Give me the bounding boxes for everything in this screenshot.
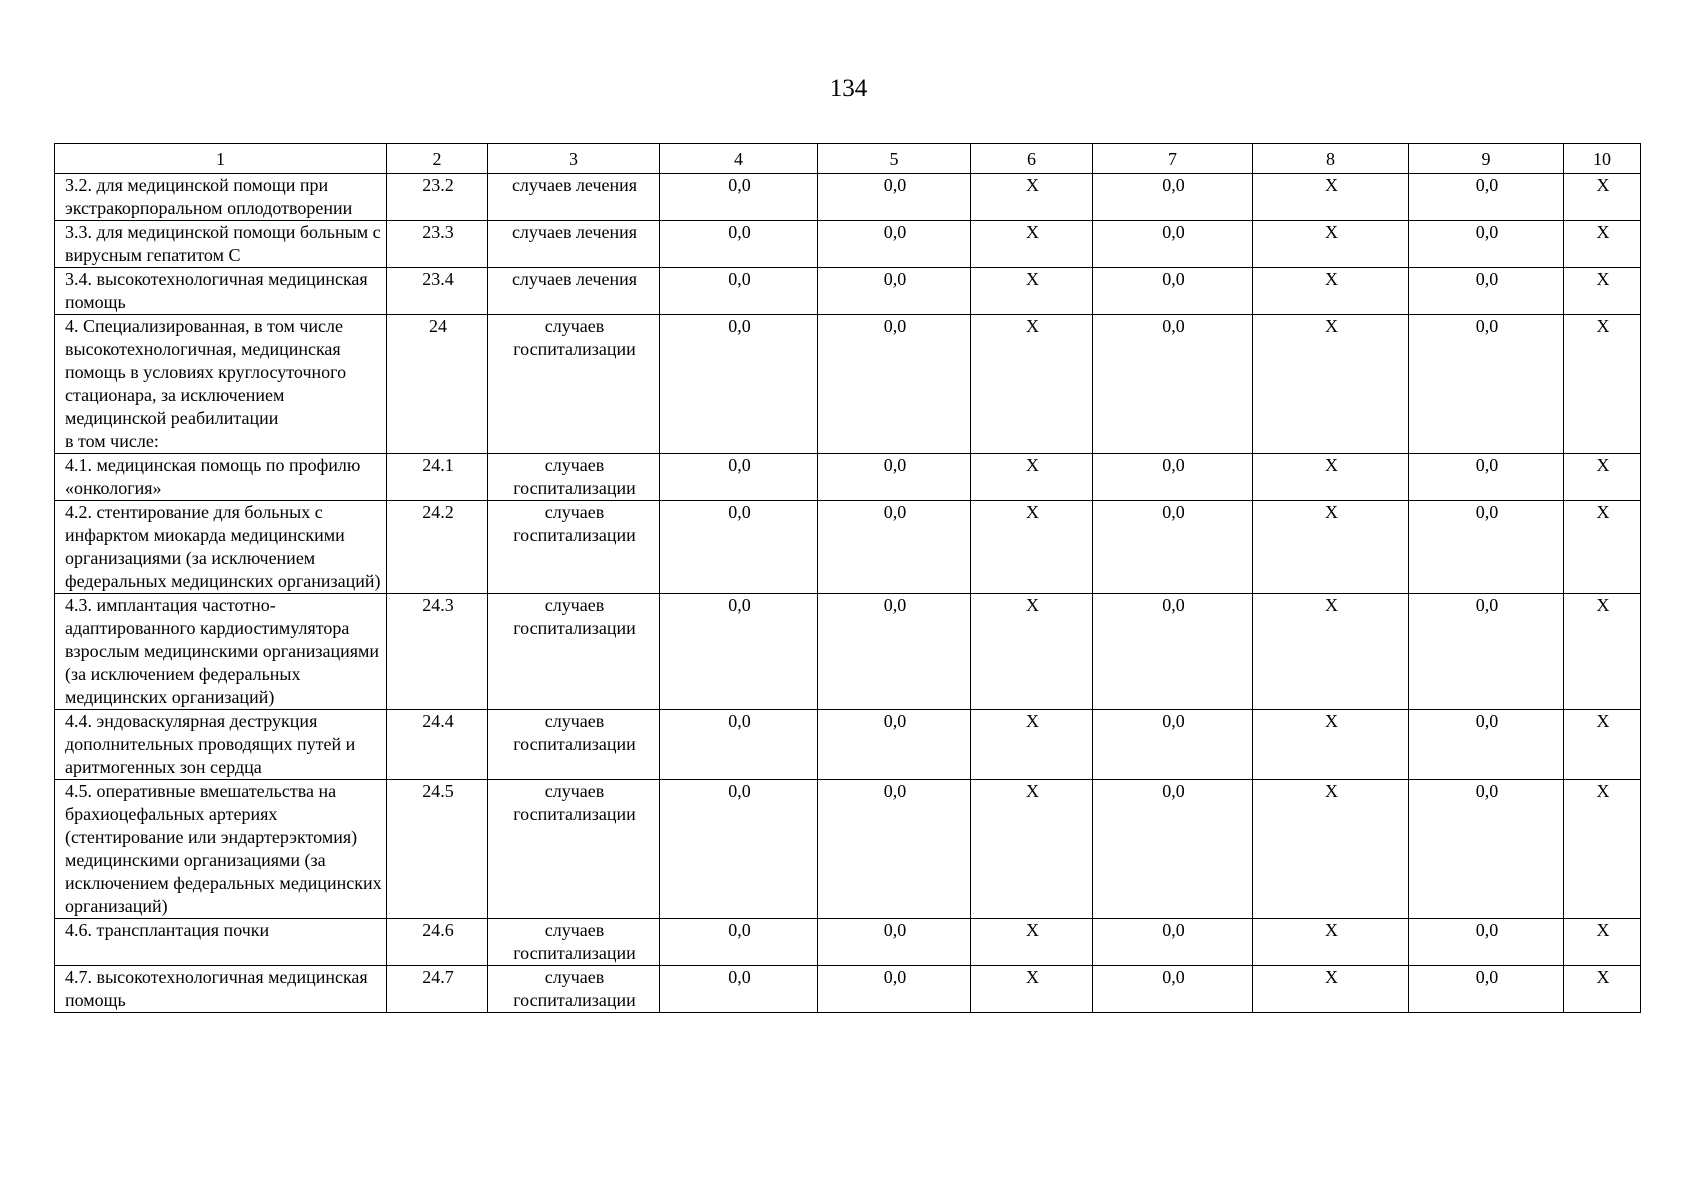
row-name-cell: 4.6. трансплантация почки	[55, 919, 387, 966]
row-code-cell: 24.7	[387, 966, 488, 1013]
value-cell: Х	[971, 315, 1093, 454]
value-cell: 0,0	[818, 221, 971, 268]
value-cell: 0,0	[818, 966, 971, 1013]
row-unit-cell: случаев госпитализации	[488, 501, 660, 594]
row-unit-cell: случаев госпитализации	[488, 454, 660, 501]
value-cell: Х	[971, 454, 1093, 501]
table-row	[55, 315, 1641, 454]
value-cell: 0,0	[1093, 221, 1253, 268]
value-cell: 0,0	[818, 780, 971, 919]
value-cell: 0,0	[660, 174, 818, 221]
value-cell: Х	[971, 174, 1093, 221]
value-cell: 0,0	[660, 221, 818, 268]
value-cell: 0,0	[1409, 710, 1564, 780]
value-cell: Х	[1564, 594, 1641, 710]
table-row	[55, 454, 1641, 501]
table-row	[55, 710, 1641, 780]
value-cell: Х	[1564, 780, 1641, 919]
column-header: 5	[818, 144, 971, 174]
table-row	[55, 221, 1641, 268]
row-unit-cell: случаев госпитализации	[488, 594, 660, 710]
row-unit-cell: случаев лечения	[488, 221, 660, 268]
value-cell: 0,0	[1409, 966, 1564, 1013]
value-cell: Х	[971, 919, 1093, 966]
value-cell: Х	[1253, 966, 1409, 1013]
row-code-cell: 23.2	[387, 174, 488, 221]
value-cell: Х	[1253, 174, 1409, 221]
row-name-cell: 4.5. оперативные вмешательства на брахиоцефальных артериях (стентирование или эндартерэктомия) медицинскими организациями (за исключением федеральных медицинских организаций)	[55, 780, 387, 919]
row-code-cell: 24.5	[387, 780, 488, 919]
column-header: 9	[1409, 144, 1564, 174]
value-cell: 0,0	[1093, 501, 1253, 594]
value-cell: Х	[1253, 594, 1409, 710]
column-header: 8	[1253, 144, 1409, 174]
value-cell: 0,0	[660, 268, 818, 315]
value-cell: 0,0	[660, 710, 818, 780]
row-unit-cell: случаев госпитализации	[488, 966, 660, 1013]
table-row	[55, 501, 1641, 594]
value-cell: 0,0	[1093, 919, 1253, 966]
data-table	[54, 143, 1641, 1013]
row-unit-cell: случаев госпитализации	[488, 315, 660, 454]
value-cell: 0,0	[1093, 268, 1253, 315]
row-unit-cell: случаев госпитализации	[488, 919, 660, 966]
row-name-cell: 4.4. эндоваскулярная деструкция дополнительных проводящих путей и аритмогенных зон сердца	[55, 710, 387, 780]
column-header: 4	[660, 144, 818, 174]
value-cell: Х	[1564, 268, 1641, 315]
table-row	[55, 594, 1641, 710]
row-code-cell: 24.6	[387, 919, 488, 966]
row-code-cell: 23.4	[387, 268, 488, 315]
value-cell: Х	[971, 501, 1093, 594]
value-cell: 0,0	[1093, 454, 1253, 501]
column-header: 2	[387, 144, 488, 174]
column-header: 3	[488, 144, 660, 174]
page-number: 134	[829, 75, 868, 102]
row-name-cell: 4.3. имплантация частотно-адаптированного кардиостимулятора взрослым медицинскими организациями (за исключением федеральных медицинских организаций)	[55, 594, 387, 710]
row-name-cell: 4.2. стентирование для больных с инфарктом миокарда медицинскими организациями (за исключением федеральных медицинских организаций)	[55, 501, 387, 594]
value-cell: Х	[1564, 221, 1641, 268]
value-cell: 0,0	[1409, 174, 1564, 221]
header-row	[55, 144, 1641, 174]
value-cell: 0,0	[1093, 174, 1253, 221]
value-cell: 0,0	[818, 315, 971, 454]
column-header: 6	[971, 144, 1093, 174]
row-unit-cell: случаев госпитализации	[488, 710, 660, 780]
value-cell: 0,0	[1409, 268, 1564, 315]
row-unit-cell: случаев лечения	[488, 174, 660, 221]
value-cell: 0,0	[1409, 919, 1564, 966]
value-cell: Х	[1564, 501, 1641, 594]
value-cell: Х	[1253, 268, 1409, 315]
row-name-cell: 4. Специализированная, в том числе высокотехнологичная, медицинская помощь в условиях круглосуточного стационара, за исключением медицинской реабилитации в том числе:	[55, 315, 387, 454]
row-code-cell: 24.1	[387, 454, 488, 501]
value-cell: 0,0	[1093, 594, 1253, 710]
value-cell: Х	[971, 268, 1093, 315]
value-cell: 0,0	[1409, 780, 1564, 919]
value-cell: 0,0	[818, 174, 971, 221]
value-cell: 0,0	[1093, 780, 1253, 919]
value-cell: 0,0	[818, 501, 971, 594]
value-cell: 0,0	[818, 594, 971, 710]
row-name-cell: 4.7. высокотехнологичная медицинская помощь	[55, 966, 387, 1013]
value-cell: Х	[971, 594, 1093, 710]
value-cell: Х	[1253, 454, 1409, 501]
value-cell: Х	[971, 966, 1093, 1013]
value-cell: Х	[1253, 780, 1409, 919]
row-unit-cell: случаев лечения	[488, 268, 660, 315]
table-body	[55, 174, 1641, 1013]
value-cell: 0,0	[1093, 710, 1253, 780]
table-row	[55, 174, 1641, 221]
value-cell: 0,0	[818, 710, 971, 780]
value-cell: Х	[1564, 454, 1641, 501]
value-cell: Х	[971, 710, 1093, 780]
value-cell: 0,0	[1093, 966, 1253, 1013]
value-cell: Х	[1564, 966, 1641, 1013]
table-row	[55, 780, 1641, 919]
row-code-cell: 23.3	[387, 221, 488, 268]
value-cell: 0,0	[1409, 221, 1564, 268]
column-header: 10	[1564, 144, 1641, 174]
value-cell: Х	[1564, 174, 1641, 221]
value-cell: Х	[1253, 919, 1409, 966]
value-cell: 0,0	[818, 268, 971, 315]
value-cell: 0,0	[1409, 315, 1564, 454]
value-cell: Х	[1564, 710, 1641, 780]
table-row	[55, 268, 1641, 315]
value-cell: Х	[971, 221, 1093, 268]
row-name-cell: 3.4. высокотехнологичная медицинская помощь	[55, 268, 387, 315]
value-cell: 0,0	[660, 780, 818, 919]
row-code-cell: 24.2	[387, 501, 488, 594]
value-cell: 0,0	[1409, 454, 1564, 501]
value-cell: 0,0	[818, 919, 971, 966]
table-row	[55, 919, 1641, 966]
value-cell: Х	[1564, 315, 1641, 454]
value-cell: 0,0	[660, 919, 818, 966]
value-cell: 0,0	[660, 594, 818, 710]
value-cell: 0,0	[1409, 594, 1564, 710]
value-cell: 0,0	[660, 454, 818, 501]
value-cell: Х	[1253, 315, 1409, 454]
value-cell: 0,0	[660, 315, 818, 454]
row-unit-cell: случаев госпитализации	[488, 780, 660, 919]
table-row	[55, 966, 1641, 1013]
value-cell: Х	[1253, 710, 1409, 780]
value-cell: 0,0	[1093, 315, 1253, 454]
value-cell: Х	[1253, 501, 1409, 594]
value-cell: 0,0	[660, 501, 818, 594]
value-cell: 0,0	[660, 966, 818, 1013]
value-cell: Х	[1564, 919, 1641, 966]
value-cell: Х	[971, 780, 1093, 919]
value-cell: 0,0	[818, 454, 971, 501]
row-code-cell: 24.4	[387, 710, 488, 780]
row-name-cell: 3.2. для медицинской помощи при экстракорпоральном оплодотворении	[55, 174, 387, 221]
row-code-cell: 24.3	[387, 594, 488, 710]
row-name-cell: 3.3. для медицинской помощи больным с вирусным гепатитом С	[55, 221, 387, 268]
value-cell: 0,0	[1409, 501, 1564, 594]
value-cell: Х	[1253, 221, 1409, 268]
column-header: 7	[1093, 144, 1253, 174]
row-name-cell: 4.1. медицинская помощь по профилю «онкология»	[55, 454, 387, 501]
row-code-cell: 24	[387, 315, 488, 454]
column-header: 1	[55, 144, 387, 174]
